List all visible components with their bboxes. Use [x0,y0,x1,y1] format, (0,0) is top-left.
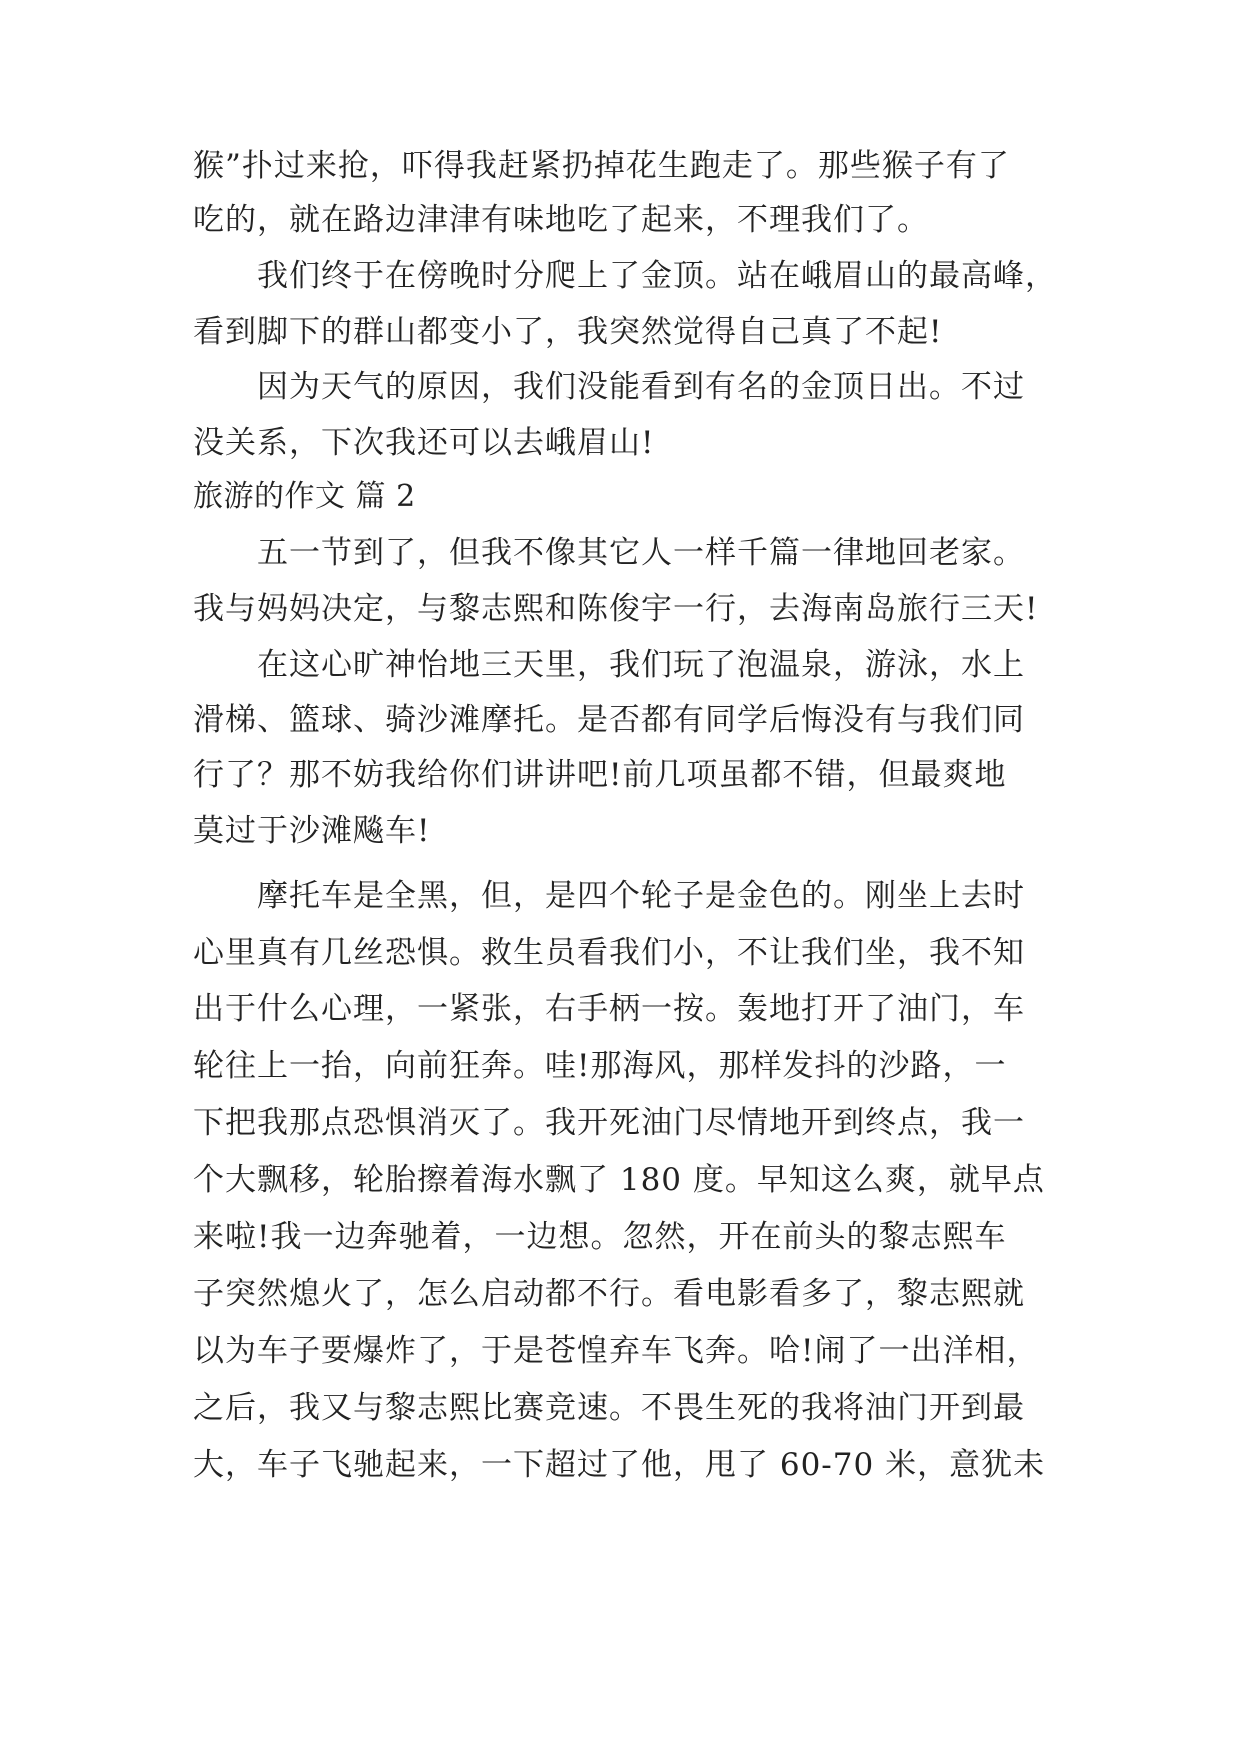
text-line: 我与妈妈决定，与黎志熙和陈俊宇一行，去海南岛旅行三天! [193,591,1039,627]
paragraph-first-line: 在这心旷神怡地三天里，我们玩了泡温泉，游泳，水上 [257,647,1025,683]
text-line: 大，车子飞驰起来，一下超过了他，甩了 60-70 米，意犹未 [193,1447,1046,1483]
text-line: 个大飘移，轮胎擦着海水飘了 180 度。早知这么爽，就早点 [193,1162,1045,1198]
paragraph-first-line: 摩托车是全黑，但，是四个轮子是金色的。刚坐上去时 [257,878,1025,914]
text-line: 吃的，就在路边津津有味地吃了起来，不理我们了。 [193,202,929,238]
paragraph-first-line: 我们终于在傍晚时分爬上了金顶。站在峨眉山的最高峰， [257,258,1057,294]
text-line: 行了？那不妨我给你们讲讲吧!前几项虽都不错，但最爽地 [193,757,1007,793]
text-line: 没关系，下次我还可以去峨眉山! [193,425,655,461]
paragraph-first-line: 五一节到了，但我不像其它人一样千篇一律地回老家。 [257,535,1025,571]
text-line: 看到脚下的群山都变小了，我突然觉得自己真了不起! [193,314,943,350]
text-line: 心里真有几丝恐惧。救生员看我们小，不让我们坐，我不知 [193,935,1025,971]
text-line: 来啦!我一边奔驰着，一边想。忽然，开在前头的黎志熙车 [193,1219,1007,1255]
text-line: 轮往上一抬，向前狂奔。哇!那海风，那样发抖的沙路，一 [193,1048,1007,1084]
text-line: 出于什么心理，一紧张，右手柄一按。轰地打开了油门，车 [193,991,1025,1027]
section-heading: 旅游的作文 篇 2 [193,479,416,514]
paragraph-first-line: 因为天气的原因，我们没能看到有名的金顶日出。不过 [257,369,1025,405]
text-line: 子突然熄火了，怎么启动都不行。看电影看多了，黎志熙就 [193,1276,1025,1312]
text-line: 以为车子要爆炸了，于是苍惶弃车飞奔。哈!闹了一出洋相， [193,1333,1039,1369]
text-line: 猴”扑过来抢，吓得我赶紧扔掉花生跑走了。那些猴子有了 [193,148,1010,184]
text-line: 滑梯、篮球、骑沙滩摩托。是否都有同学后悔没有与我们同 [193,702,1025,738]
text-line: 莫过于沙滩飚车! [193,813,431,849]
text-line: 下把我那点恐惧消灭了。我开死油门尽情地开到终点，我一 [193,1105,1025,1141]
text-line: 之后，我又与黎志熙比赛竞速。不畏生死的我将油门开到最 [193,1390,1025,1426]
